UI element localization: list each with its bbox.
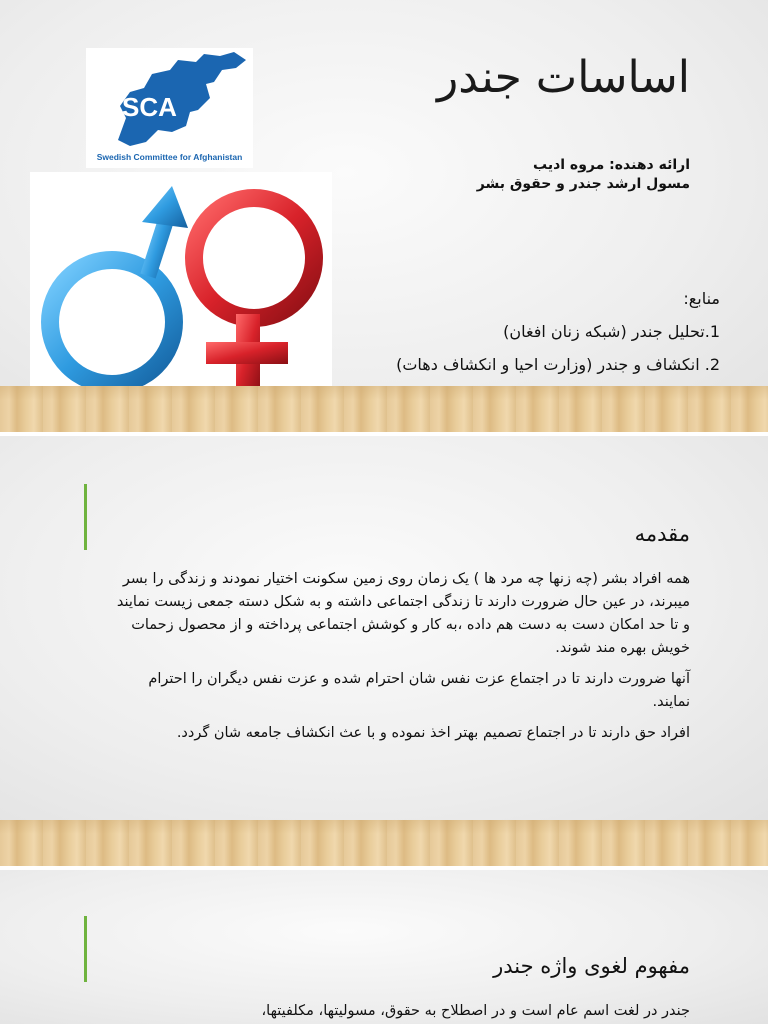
gender-symbols-image — [30, 172, 332, 404]
paragraph: جندر در لغت اسم عام است و در اصطلاح به حقوق، مسولیتها، مکلفیتها، — [261, 1003, 690, 1019]
male-symbol-icon — [50, 186, 188, 384]
afghanistan-map-icon — [86, 48, 253, 152]
source-item: 2. انکشاف و جندر (وزارت احیا و انکشاف دهات) — [396, 355, 720, 374]
sources-heading: منابع: — [683, 289, 720, 308]
source-item: 1.تحلیل جندر (شبکه زنان افغان) — [503, 322, 720, 341]
paragraph: همه افراد بشر (چه زنها چه مرد ها ) یک زمان روی زمین سکونت اختیار نمودند و زندگی را بسر میبرند، در عین حال ضرورت دارند تا زندگی اجتماعی داشته و به شکل دسته جمعی زیست نمایند و تا حد امکان دست به دست هم داده ،به کار و کوشش اجتماعی پرداخته و از محصول زحمات خویش بهره مند شوند. — [116, 571, 690, 656]
paragraph: آنها ضرورت دارند تا در اجتماع عزت نفس شان احترام شده و عزت نفس دیگران را احترام نمایند. — [148, 671, 690, 710]
intro-body — [110, 568, 690, 753]
presenter-role: مسول ارشد جندر و حقوق بشر — [476, 176, 690, 192]
presenter-info — [477, 156, 690, 194]
paragraph: افراد حق دارند تا در اجتماع تصمیم بهتر اخذ نموده و با عث انکشاف جامعه شان گردد. — [176, 725, 690, 741]
slide-introduction — [0, 436, 768, 820]
wood-floor-strip — [0, 386, 768, 432]
logo-caption: Swedish Committee for Afghanistan — [96, 152, 243, 162]
presenter-name: ارائه دهنده: مروه ادیب — [533, 157, 690, 173]
sources-list — [300, 282, 720, 381]
slide-gender-definition — [0, 870, 768, 1024]
accent-bar — [84, 916, 87, 982]
female-symbol-icon — [194, 198, 314, 392]
slide-title-text: اساسات جندر — [437, 52, 690, 103]
logo-text: SCA — [122, 92, 177, 122]
sca-logo — [86, 48, 253, 168]
section-heading: مفهوم لغوی واژه جندر — [493, 954, 690, 978]
slide-title — [0, 0, 768, 432]
section-heading: مقدمه — [634, 522, 690, 546]
wood-floor-strip — [0, 820, 768, 866]
accent-bar — [84, 484, 87, 550]
definition-body — [110, 1000, 690, 1024]
